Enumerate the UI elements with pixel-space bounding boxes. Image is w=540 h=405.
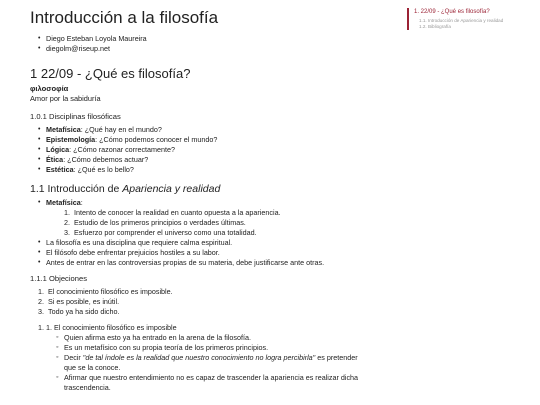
heading-italic: Apariencia y realidad	[122, 183, 221, 195]
section-heading-1-1	[30, 183, 370, 195]
term-desc: : ¿Cómo podemos conocer el mundo?	[95, 135, 218, 144]
list-item: 2. Estudio de los primeros principios o verdades últimas.	[64, 218, 370, 228]
list-item: ◦ Afirmar que nuestro entendimiento no es capaz de trascender la apariencia es realizar dicha trascendencia.	[56, 373, 370, 393]
disciplines-list	[38, 125, 370, 175]
subsection-heading-objeciones: 1.1.1 Objeciones	[30, 274, 87, 283]
author-list	[38, 34, 370, 54]
term-bold: Lógica	[46, 145, 70, 154]
list-item	[38, 155, 370, 165]
objections-list	[38, 287, 370, 317]
list-item: ◦ Quien afirma esto ya ha entrado en la arena de la filosofía.	[56, 333, 370, 343]
list-item: 1. El conocimiento filosófico es imposible.	[38, 287, 370, 297]
list-item	[38, 125, 370, 135]
table-of-contents	[407, 8, 534, 30]
greek-term: φιλοσοφία	[30, 84, 69, 93]
term-desc: : ¿Cómo razonar correctamente?	[69, 145, 176, 154]
list-item	[38, 165, 370, 175]
list-item: 3. Esfuerzo por comprender el universo como una totalidad.	[64, 228, 370, 238]
document-title: Introducción a la filosofía	[30, 8, 219, 27]
nested-objection-points	[56, 333, 370, 393]
term-colon: :	[80, 198, 83, 207]
text-prefix: Decir	[64, 353, 83, 362]
subsection-heading-disciplinas: 1.0.1 Disciplinas filosóficas	[30, 112, 121, 121]
apariencia-list	[38, 198, 370, 268]
heading-prefix: 1.1 Introducción de	[30, 183, 123, 195]
list-item: • El filósofo debe enfrentar prejuicios hostiles a su labor.	[38, 248, 370, 258]
author-email: • diegolm@riseup.net	[38, 44, 370, 54]
author-name: • Diego Esteban Loyola Maureira	[38, 34, 370, 44]
term-bold: Estética	[46, 165, 74, 174]
metafisica-points	[64, 208, 370, 238]
list-item: ◦ Es un metafísico con su propia teoría de los primeros principios.	[56, 343, 370, 353]
term-bold: Epistemología	[46, 135, 96, 144]
definition-text: Amor por la sabiduría	[30, 94, 101, 103]
text-suffix: es pretender que se la conoce.	[64, 353, 358, 372]
list-item	[38, 135, 370, 145]
section-heading-1: 1 22/09 - ¿Qué es filosofía?	[30, 66, 191, 81]
list-item	[38, 198, 370, 238]
italic-quote: "de tal índole es la realidad que nuestro conocimiento no logra percibirla"	[82, 353, 316, 362]
list-item	[38, 145, 370, 155]
toc-link-section-1[interactable]: 1. 22/09 - ¿Qué es filosofía?	[414, 9, 490, 15]
list-item: 1. Intento de conocer la realidad en cuanto opuesta a la apariencia.	[64, 208, 370, 218]
term-desc: : ¿Qué hay en el mundo?	[80, 125, 162, 134]
term-desc: : ¿Qué es lo bello?	[73, 165, 134, 174]
list-item: 3. Todo ya ha sido dicho.	[38, 307, 370, 317]
list-item: • Antes de entrar en las controversias propias de su materia, debe justificarse ante otras.	[38, 258, 370, 268]
term-bold: Metafísica	[46, 198, 81, 207]
list-item: 2. Si es posible, es inútil.	[38, 297, 370, 307]
list-item: • La filosofía es una disciplina que requiere calma espiritual.	[38, 238, 370, 248]
toc-link-section-1-1[interactable]: 1.1. Introducción de Apariencia y realidad	[419, 18, 504, 23]
nested-objection-title: 1. 1. El conocimiento filosófico es imposible	[38, 323, 177, 332]
toc-link-section-1-2[interactable]: 1.2. Bibliografía	[419, 24, 451, 29]
term-bold: Ética	[46, 155, 64, 164]
term-bold: Metafísica	[46, 125, 81, 134]
document-body	[30, 0, 370, 393]
list-item	[56, 353, 370, 373]
term-desc: : ¿Cómo debemos actuar?	[63, 155, 149, 164]
